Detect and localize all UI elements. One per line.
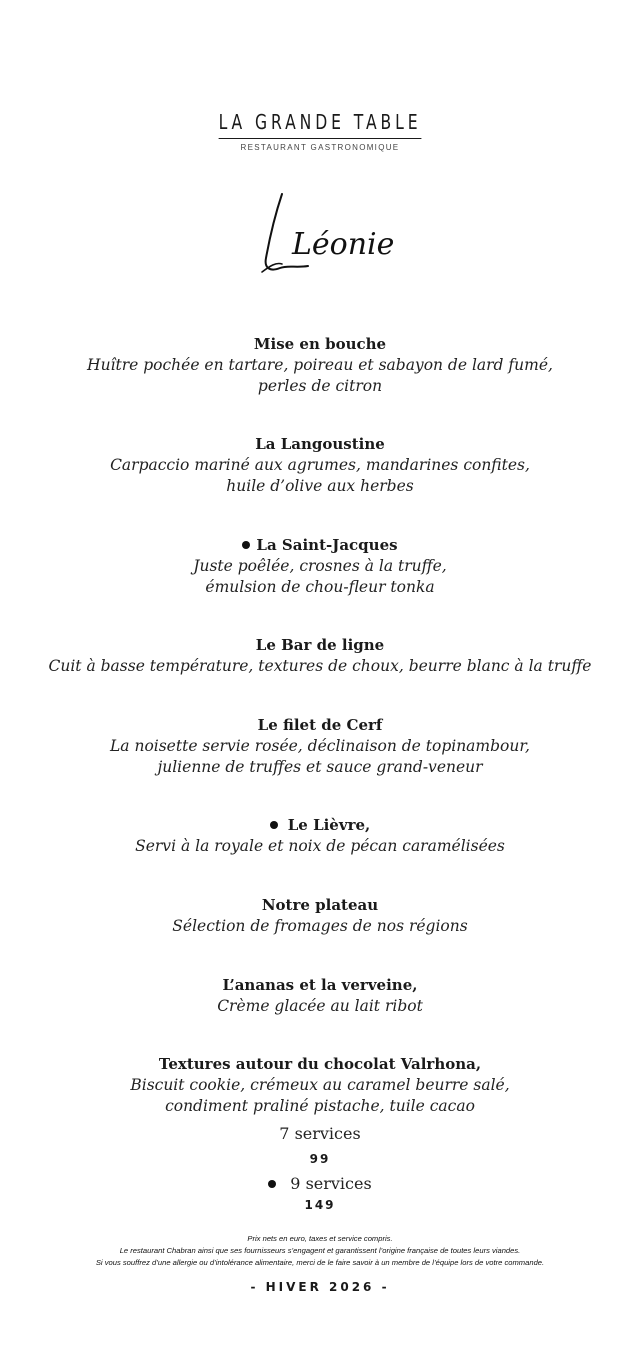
course-description: émulsion de chou-fleur tonka: [205, 578, 435, 596]
bullet-icon: [242, 541, 250, 549]
restaurant-logo: [0, 108, 640, 152]
course-description: Carpaccio mariné aux agrumes, mandarines confites,: [110, 456, 530, 474]
course-description: Servi à la royale et noix de pécan caramélisées: [135, 837, 505, 855]
course-description: julienne de truffes et sauce grand-veneur: [157, 758, 483, 776]
course-title: Le Lièvre,: [287, 816, 371, 834]
menu-name: Léonie: [292, 227, 395, 262]
footer-notes: [0, 1233, 640, 1269]
course-title: Notre plateau: [261, 896, 379, 914]
menu-option-9: [0, 1173, 640, 1215]
course-description: huile d’olive aux herbes: [226, 477, 414, 495]
course-title: La Saint-Jacques: [256, 536, 398, 554]
course-description: Huître pochée en tartare, poireau et sabayon de lard fumé,: [87, 356, 553, 374]
course-langoustine: [0, 434, 640, 497]
menu-option-label: 9 services: [290, 1174, 372, 1193]
menu-option-price: 99: [309, 1152, 331, 1166]
menu-option-7: [0, 1123, 640, 1169]
course-description: Juste poêlée, crosnes à la truffe,: [193, 557, 447, 575]
restaurant-name: LA GRANDE TABLE: [219, 108, 422, 139]
course-filet-de-cerf: [0, 715, 640, 778]
menu-name-signature: [0, 188, 640, 280]
course-description: Biscuit cookie, crémeux au caramel beurre salé,: [130, 1076, 510, 1094]
note-line: Prix nets en euro, taxes et service compris.: [247, 1234, 393, 1243]
course-bar-de-ligne: [0, 635, 640, 677]
course-description: condiment praliné pistache, tuile cacao: [165, 1097, 475, 1115]
course-lievre: [0, 815, 640, 857]
course-chocolat: [0, 1054, 640, 1117]
course-saint-jacques: [0, 535, 640, 598]
course-title: La Langoustine: [255, 435, 385, 453]
course-description: La noisette servie rosée, déclinaison de topinambour,: [110, 737, 530, 755]
restaurant-subtitle: RESTAURANT GASTRONOMIQUE: [240, 143, 400, 152]
season-label: - HIVER 2026 -: [250, 1280, 390, 1294]
signature-flourish: [210, 188, 430, 280]
course-title: L’ananas et la verveine,: [222, 976, 418, 994]
bullet-icon: [270, 821, 278, 829]
course-title: Mise en bouche: [253, 335, 387, 353]
course-ananas: [0, 975, 640, 1017]
note-line: Si vous souffrez d’une allergie ou d’intolérance alimentaire, merci de le faire savoir à un membre de l’équipe lors de votre commande.: [95, 1258, 545, 1267]
course-mise-en-bouche: [0, 334, 640, 397]
menu-option-price: 149: [304, 1198, 336, 1212]
course-title: Textures autour du chocolat Valrhona,: [158, 1055, 482, 1073]
course-description: Sélection de fromages de nos régions: [172, 917, 468, 935]
course-title: Le filet de Cerf: [257, 716, 383, 734]
note-line: Le restaurant Chabran ainsi que ses fournisseurs s’engagent et garantissent l’origine française de toutes leurs viandes.: [119, 1246, 521, 1255]
menu-option-label: 7 services: [279, 1124, 361, 1143]
course-plateau: [0, 895, 640, 937]
course-description: Crème glacée au lait ribot: [217, 997, 423, 1015]
course-title: Le Bar de ligne: [255, 636, 385, 654]
course-description: perles de citron: [257, 377, 383, 395]
course-description: Cuit à basse température, textures de choux, beurre blanc à la truffe: [48, 657, 592, 675]
bullet-icon: [268, 1180, 276, 1188]
